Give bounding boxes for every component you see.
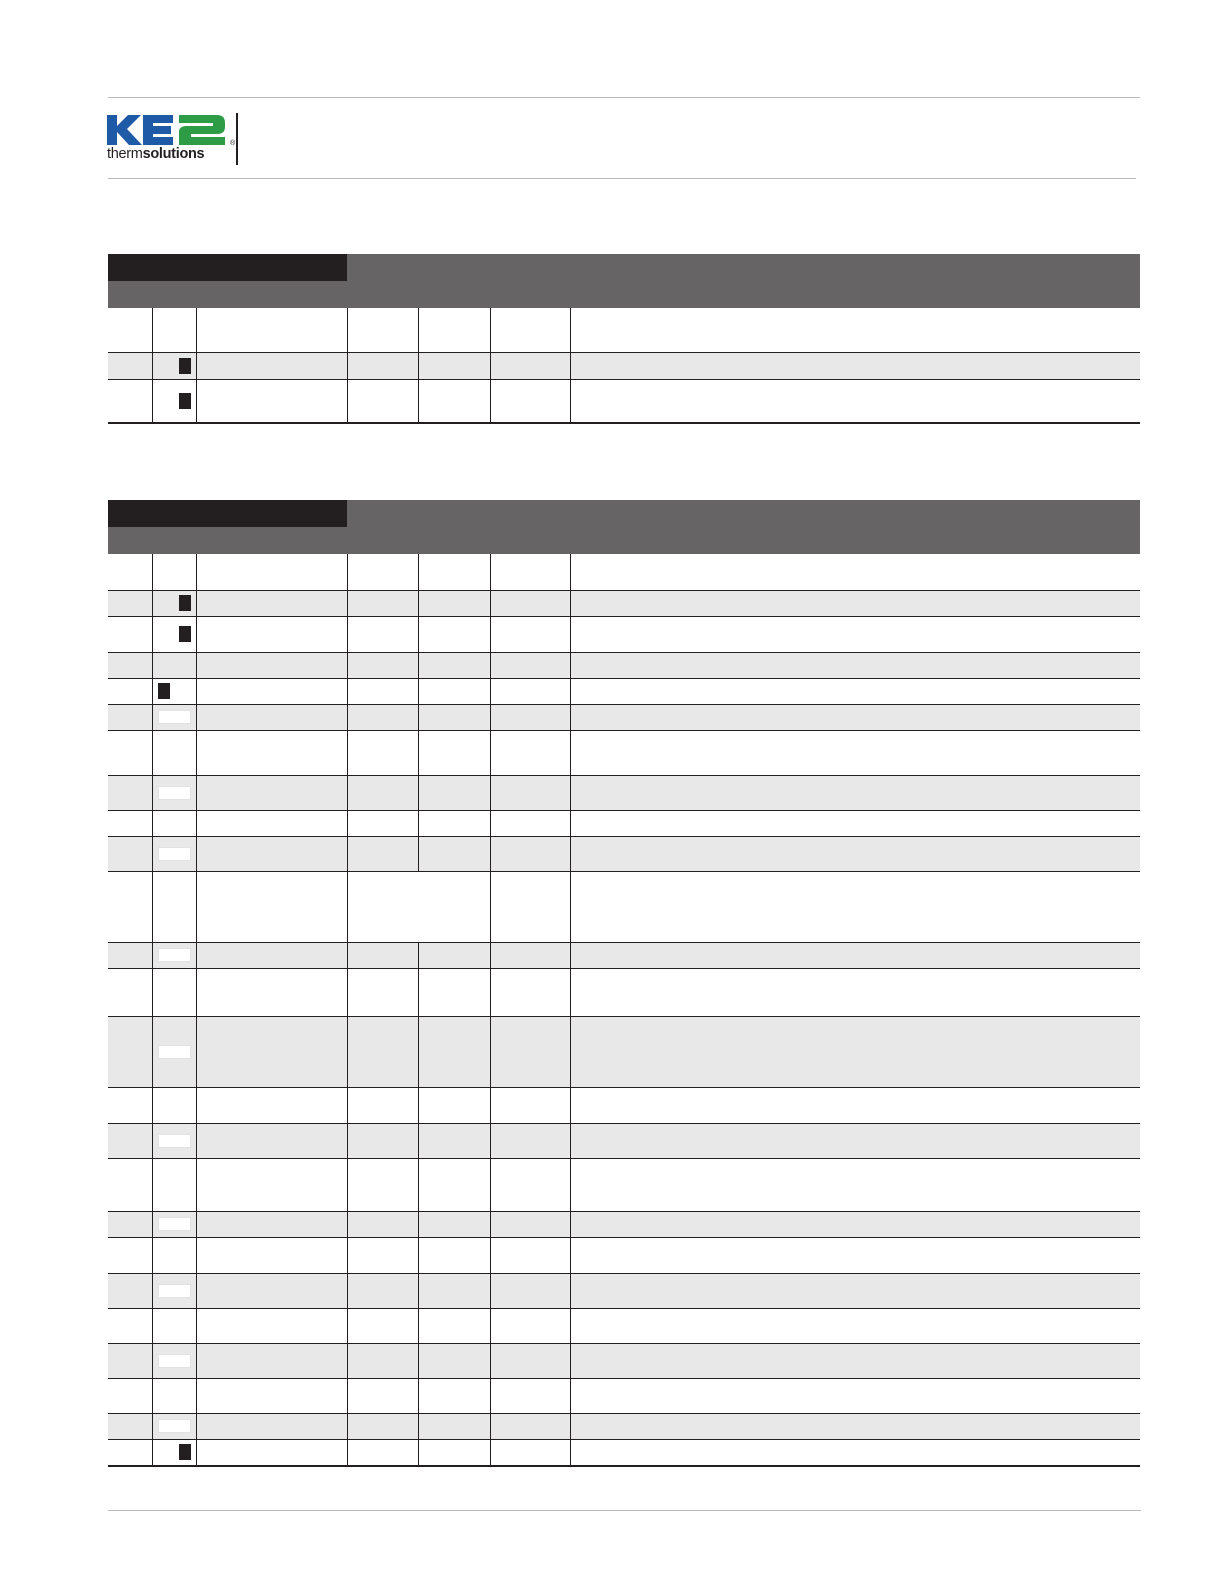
row-index-cell bbox=[108, 308, 152, 352]
row-index-cell bbox=[108, 704, 152, 730]
parameter-cell bbox=[196, 379, 347, 423]
parameter-cell bbox=[196, 942, 347, 968]
description-cell bbox=[570, 968, 1140, 1016]
max-cell bbox=[418, 704, 490, 730]
white-marker-icon bbox=[158, 1419, 191, 1433]
white-marker-icon bbox=[158, 1354, 191, 1368]
black-marker-icon bbox=[179, 393, 191, 409]
row-marker-cell bbox=[152, 704, 196, 730]
row-index-cell bbox=[108, 1237, 152, 1273]
white-marker-icon bbox=[158, 1134, 191, 1148]
description-cell bbox=[570, 1123, 1140, 1158]
min-cell bbox=[347, 379, 418, 423]
parameter-cell bbox=[196, 1378, 347, 1413]
table-row bbox=[108, 379, 1140, 423]
max-cell bbox=[418, 1439, 490, 1466]
table-row bbox=[108, 871, 1140, 942]
parameter-cell bbox=[196, 775, 347, 810]
description-cell bbox=[570, 871, 1140, 942]
description-cell bbox=[570, 590, 1140, 616]
parameter-cell bbox=[196, 1343, 347, 1378]
row-marker-cell bbox=[152, 1016, 196, 1087]
max-cell bbox=[418, 1158, 490, 1211]
row-marker-cell bbox=[152, 1237, 196, 1273]
row-marker-cell bbox=[152, 554, 196, 590]
table-1-header-4 bbox=[418, 254, 490, 308]
table-2-header-3 bbox=[347, 500, 418, 554]
white-marker-icon bbox=[158, 847, 191, 861]
table-row bbox=[108, 1016, 1140, 1087]
min-cell bbox=[347, 1273, 418, 1308]
parameter-cell bbox=[196, 1439, 347, 1466]
row-index-cell bbox=[108, 730, 152, 775]
max-cell bbox=[418, 836, 490, 871]
default-cell bbox=[490, 1123, 570, 1158]
row-marker-cell bbox=[152, 1273, 196, 1308]
description-cell bbox=[570, 1087, 1140, 1123]
parameter-cell bbox=[196, 1273, 347, 1308]
white-marker-icon bbox=[158, 948, 191, 962]
min-cell bbox=[347, 1211, 418, 1237]
row-index-cell bbox=[108, 1123, 152, 1158]
default-cell bbox=[490, 871, 570, 942]
default-cell bbox=[490, 678, 570, 704]
row-marker-cell bbox=[152, 871, 196, 942]
description-cell bbox=[570, 308, 1140, 352]
max-cell bbox=[418, 1343, 490, 1378]
default-cell bbox=[490, 308, 570, 352]
row-marker-cell bbox=[152, 616, 196, 652]
description-cell bbox=[570, 1413, 1140, 1439]
table-2-header-4 bbox=[418, 500, 490, 554]
description-cell bbox=[570, 1211, 1140, 1237]
min-cell bbox=[347, 836, 418, 871]
row-index-cell bbox=[108, 836, 152, 871]
table-row bbox=[108, 1308, 1140, 1343]
black-marker-icon bbox=[179, 595, 191, 611]
row-index-cell bbox=[108, 616, 152, 652]
default-cell bbox=[490, 704, 570, 730]
table-2-header-1 bbox=[108, 500, 196, 527]
row-index-cell bbox=[108, 678, 152, 704]
max-cell bbox=[418, 1123, 490, 1158]
default-cell bbox=[490, 1439, 570, 1466]
row-marker-cell bbox=[152, 379, 196, 423]
table-row bbox=[108, 590, 1140, 616]
table-2-header-6 bbox=[570, 500, 1140, 554]
logo-tagline bbox=[107, 146, 204, 162]
row-index-cell bbox=[108, 554, 152, 590]
parameter-table-1 bbox=[108, 254, 1140, 424]
max-cell bbox=[418, 652, 490, 678]
default-cell bbox=[490, 730, 570, 775]
row-marker-cell bbox=[152, 652, 196, 678]
row-index-cell bbox=[108, 775, 152, 810]
max-cell bbox=[418, 352, 490, 379]
description-cell bbox=[570, 678, 1140, 704]
row-index-cell bbox=[108, 379, 152, 423]
row-index-cell bbox=[108, 968, 152, 1016]
description-cell bbox=[570, 836, 1140, 871]
row-marker-cell bbox=[152, 352, 196, 379]
table-1-header-2 bbox=[196, 254, 347, 281]
table-row bbox=[108, 1123, 1140, 1158]
row-index-cell bbox=[108, 1273, 152, 1308]
parameter-cell bbox=[196, 1123, 347, 1158]
parameter-cell bbox=[196, 1237, 347, 1273]
min-cell bbox=[347, 1016, 418, 1087]
default-cell bbox=[490, 1016, 570, 1087]
row-index-cell bbox=[108, 1158, 152, 1211]
row-marker-cell bbox=[152, 730, 196, 775]
min-cell bbox=[347, 308, 418, 352]
default-cell bbox=[490, 352, 570, 379]
min-cell bbox=[347, 1343, 418, 1378]
min-cell bbox=[347, 1378, 418, 1413]
default-cell bbox=[490, 379, 570, 423]
table-row bbox=[108, 678, 1140, 704]
row-index-cell bbox=[108, 942, 152, 968]
table-row bbox=[108, 652, 1140, 678]
row-marker-cell bbox=[152, 1211, 196, 1237]
white-marker-icon bbox=[158, 1284, 191, 1298]
footer-rule bbox=[108, 1510, 1141, 1511]
max-cell bbox=[418, 1211, 490, 1237]
max-cell bbox=[418, 1378, 490, 1413]
max-cell bbox=[418, 1016, 490, 1087]
parameter-cell bbox=[196, 652, 347, 678]
min-cell bbox=[347, 1439, 418, 1466]
row-index-cell bbox=[108, 1439, 152, 1466]
black-marker-icon bbox=[158, 683, 170, 699]
header-divider bbox=[236, 113, 238, 165]
max-cell bbox=[418, 810, 490, 836]
white-marker-icon bbox=[158, 710, 191, 724]
row-index-cell bbox=[108, 810, 152, 836]
description-cell bbox=[570, 554, 1140, 590]
default-cell bbox=[490, 942, 570, 968]
default-cell bbox=[490, 1273, 570, 1308]
description-cell bbox=[570, 379, 1140, 423]
default-cell bbox=[490, 590, 570, 616]
row-marker-cell bbox=[152, 308, 196, 352]
table-2-subheader-2 bbox=[196, 527, 347, 554]
parameter-cell bbox=[196, 678, 347, 704]
min-cell bbox=[347, 704, 418, 730]
table-row bbox=[108, 1413, 1140, 1439]
row-index-cell bbox=[108, 652, 152, 678]
row-index-cell bbox=[108, 1343, 152, 1378]
table-2-header-5 bbox=[490, 500, 570, 554]
description-cell bbox=[570, 1016, 1140, 1087]
table-row bbox=[108, 616, 1140, 652]
max-cell bbox=[418, 942, 490, 968]
registered-mark: ® bbox=[230, 140, 236, 147]
description-cell bbox=[570, 652, 1140, 678]
table-row bbox=[108, 308, 1140, 352]
default-cell bbox=[490, 968, 570, 1016]
min-cell bbox=[347, 730, 418, 775]
description-cell bbox=[570, 1237, 1140, 1273]
table-1-header-3 bbox=[347, 254, 418, 308]
default-cell bbox=[490, 1158, 570, 1211]
table-row bbox=[108, 968, 1140, 1016]
table-row bbox=[108, 352, 1140, 379]
table-row bbox=[108, 1343, 1140, 1378]
max-cell bbox=[418, 1413, 490, 1439]
description-cell bbox=[570, 1343, 1140, 1378]
ke2-logo bbox=[107, 113, 242, 165]
table-1-subheader-2 bbox=[196, 281, 347, 308]
white-marker-icon bbox=[158, 786, 191, 800]
default-cell bbox=[490, 1343, 570, 1378]
description-cell bbox=[570, 810, 1140, 836]
row-index-cell bbox=[108, 1016, 152, 1087]
table-1-header-1 bbox=[108, 254, 196, 281]
range-cell bbox=[347, 871, 490, 942]
parameter-cell bbox=[196, 1016, 347, 1087]
default-cell bbox=[490, 775, 570, 810]
description-cell bbox=[570, 704, 1140, 730]
parameter-cell bbox=[196, 704, 347, 730]
black-marker-icon bbox=[179, 358, 191, 374]
max-cell bbox=[418, 730, 490, 775]
default-cell bbox=[490, 652, 570, 678]
ke2-logo-mark-icon bbox=[107, 113, 237, 147]
black-marker-icon bbox=[179, 626, 191, 642]
default-cell bbox=[490, 1413, 570, 1439]
parameter-cell bbox=[196, 968, 347, 1016]
table-row bbox=[108, 1087, 1140, 1123]
row-index-cell bbox=[108, 1413, 152, 1439]
max-cell bbox=[418, 1237, 490, 1273]
table-row bbox=[108, 1273, 1140, 1308]
description-cell bbox=[570, 942, 1140, 968]
table-row bbox=[108, 1158, 1140, 1211]
table-row bbox=[108, 730, 1140, 775]
row-index-cell bbox=[108, 590, 152, 616]
max-cell bbox=[418, 616, 490, 652]
row-marker-cell bbox=[152, 968, 196, 1016]
description-cell bbox=[570, 1158, 1140, 1211]
min-cell bbox=[347, 554, 418, 590]
description-cell bbox=[570, 352, 1140, 379]
max-cell bbox=[418, 1273, 490, 1308]
table-row bbox=[108, 1378, 1140, 1413]
max-cell bbox=[418, 1087, 490, 1123]
min-cell bbox=[347, 775, 418, 810]
logo-tagline-bold: solutions bbox=[142, 146, 205, 162]
top-rule bbox=[108, 97, 1140, 98]
row-marker-cell bbox=[152, 1413, 196, 1439]
min-cell bbox=[347, 616, 418, 652]
parameter-cell bbox=[196, 730, 347, 775]
table-row bbox=[108, 775, 1140, 810]
max-cell bbox=[418, 968, 490, 1016]
default-cell bbox=[490, 1378, 570, 1413]
min-cell bbox=[347, 678, 418, 704]
row-index-cell bbox=[108, 1211, 152, 1237]
table-row bbox=[108, 704, 1140, 730]
row-marker-cell bbox=[152, 678, 196, 704]
description-cell bbox=[570, 616, 1140, 652]
table-row bbox=[108, 1237, 1140, 1273]
default-cell bbox=[490, 554, 570, 590]
min-cell bbox=[347, 1158, 418, 1211]
parameter-cell bbox=[196, 871, 347, 942]
logo-tagline-light: therm bbox=[107, 146, 143, 162]
default-cell bbox=[490, 1308, 570, 1343]
row-index-cell bbox=[108, 352, 152, 379]
row-marker-cell bbox=[152, 775, 196, 810]
table-1-header-5 bbox=[490, 254, 570, 308]
min-cell bbox=[347, 590, 418, 616]
table-row bbox=[108, 554, 1140, 590]
max-cell bbox=[418, 379, 490, 423]
min-cell bbox=[347, 1413, 418, 1439]
row-index-cell bbox=[108, 1378, 152, 1413]
default-cell bbox=[490, 1087, 570, 1123]
row-index-cell bbox=[108, 1087, 152, 1123]
parameter-table-2 bbox=[108, 500, 1140, 1467]
min-cell bbox=[347, 968, 418, 1016]
row-marker-cell bbox=[152, 1343, 196, 1378]
min-cell bbox=[347, 1087, 418, 1123]
table-row bbox=[108, 810, 1140, 836]
min-cell bbox=[347, 1237, 418, 1273]
parameter-cell bbox=[196, 1087, 347, 1123]
max-cell bbox=[418, 1308, 490, 1343]
row-marker-cell bbox=[152, 1123, 196, 1158]
default-cell bbox=[490, 616, 570, 652]
row-marker-cell bbox=[152, 590, 196, 616]
white-marker-icon bbox=[158, 1217, 191, 1231]
max-cell bbox=[418, 554, 490, 590]
row-marker-cell bbox=[152, 1158, 196, 1211]
parameter-cell bbox=[196, 554, 347, 590]
row-index-cell bbox=[108, 871, 152, 942]
table-row bbox=[108, 1211, 1140, 1237]
table-2-header-2 bbox=[196, 500, 347, 527]
table-2-subheader-1 bbox=[108, 527, 196, 554]
table-row bbox=[108, 942, 1140, 968]
parameter-cell bbox=[196, 836, 347, 871]
row-marker-cell bbox=[152, 1308, 196, 1343]
parameter-cell bbox=[196, 1158, 347, 1211]
white-marker-icon bbox=[158, 1045, 191, 1059]
parameter-cell bbox=[196, 1413, 347, 1439]
min-cell bbox=[347, 942, 418, 968]
row-marker-cell bbox=[152, 836, 196, 871]
row-marker-cell bbox=[152, 1378, 196, 1413]
row-marker-cell bbox=[152, 1087, 196, 1123]
max-cell bbox=[418, 678, 490, 704]
min-cell bbox=[347, 1123, 418, 1158]
table-1-subheader-1 bbox=[108, 281, 196, 308]
row-marker-cell bbox=[152, 810, 196, 836]
default-cell bbox=[490, 1211, 570, 1237]
parameter-cell bbox=[196, 352, 347, 379]
description-cell bbox=[570, 730, 1140, 775]
description-cell bbox=[570, 775, 1140, 810]
max-cell bbox=[418, 308, 490, 352]
default-cell bbox=[490, 836, 570, 871]
parameter-cell bbox=[196, 810, 347, 836]
row-marker-cell bbox=[152, 1439, 196, 1466]
black-marker-icon bbox=[179, 1444, 191, 1460]
default-cell bbox=[490, 810, 570, 836]
min-cell bbox=[347, 652, 418, 678]
default-cell bbox=[490, 1237, 570, 1273]
description-cell bbox=[570, 1308, 1140, 1343]
parameter-cell bbox=[196, 616, 347, 652]
min-cell bbox=[347, 352, 418, 379]
description-cell bbox=[570, 1439, 1140, 1466]
parameter-cell bbox=[196, 1308, 347, 1343]
description-cell bbox=[570, 1273, 1140, 1308]
parameter-cell bbox=[196, 1211, 347, 1237]
parameter-cell bbox=[196, 308, 347, 352]
max-cell bbox=[418, 590, 490, 616]
header-bottom-rule bbox=[108, 178, 1136, 179]
min-cell bbox=[347, 1308, 418, 1343]
description-cell bbox=[570, 1378, 1140, 1413]
row-index-cell bbox=[108, 1308, 152, 1343]
table-row bbox=[108, 836, 1140, 871]
parameter-cell bbox=[196, 590, 347, 616]
table-1-header-6 bbox=[570, 254, 1140, 308]
max-cell bbox=[418, 775, 490, 810]
min-cell bbox=[347, 810, 418, 836]
table-row bbox=[108, 1439, 1140, 1466]
row-marker-cell bbox=[152, 942, 196, 968]
